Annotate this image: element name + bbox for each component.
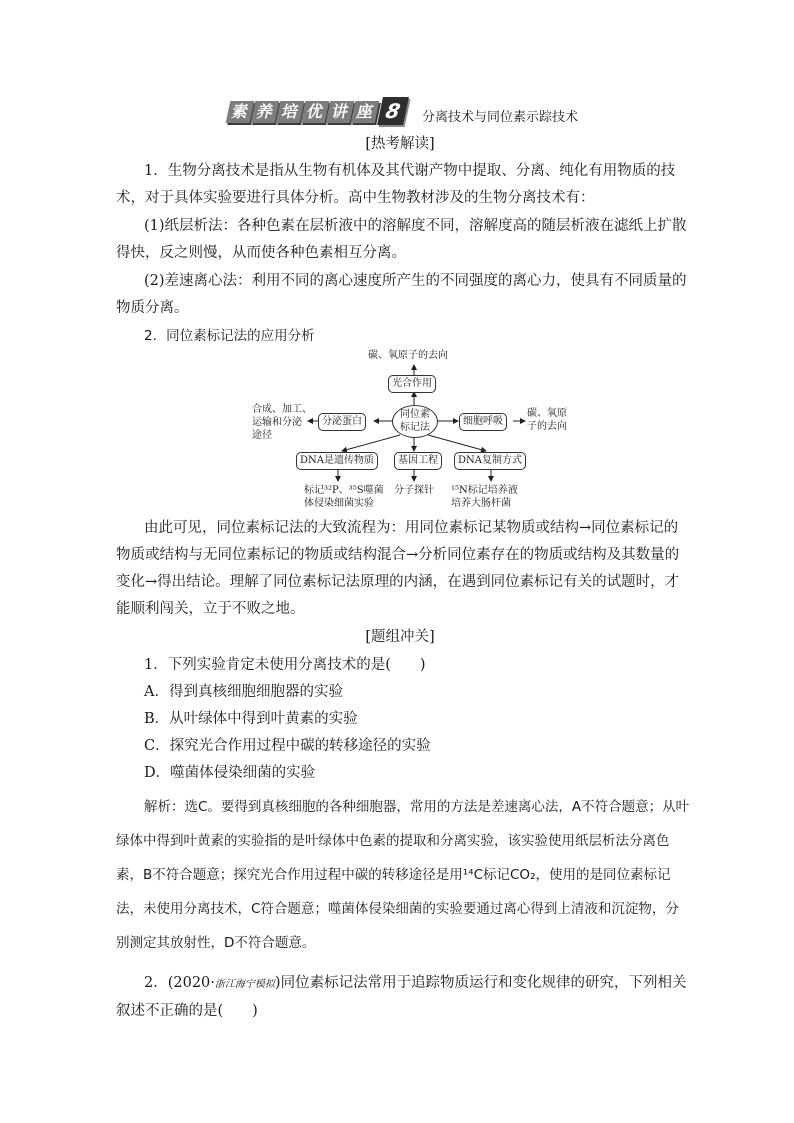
center-node <box>392 405 438 438</box>
option-c: C．探究光合作用过程中碳的转移途径的实验 <box>144 738 431 754</box>
top-label: 碳、氧原子的去向 <box>368 350 448 361</box>
banner-char: 座 <box>351 101 380 123</box>
paragraph: (1)纸层析法：各种色素在层析液中的溶解度不同，溶解度高的随层析液在滤纸上扩散得快，反之则慢，从而使各种色素相互分离。 <box>116 218 687 261</box>
section-heading: [题组冲关] <box>365 629 435 645</box>
section-heading: [热考解读] <box>365 136 435 152</box>
analysis: 解析：选C。要得到真核细胞的各种细胞器，常用的方法是差速离心法，A不符合题意；从叶绿体中得到叶黄素的实验指的是叶绿体中色素的提取和分离实验，该实验使用纸层析法分离色素，B不符合题意；探究光合作用过程中碳的转移途径是用¹⁴C标记CO₂，使用的是同位素标记法，未使用分离技术，C符合题意；噬菌体侵染细菌的实验要通过离心得到上清液和沉淀物，分别测定其放射性，D不符合题意。 <box>116 799 690 951</box>
isotope-diagram <box>250 345 580 525</box>
dna-replication-box: DNA复制方式 <box>454 452 526 470</box>
question-1: 1．下列实验肯定未使用分离技术的是( ) <box>144 657 426 673</box>
center-line-1: 同位素 <box>400 409 430 420</box>
bottom-left-label-1: 标记³²P、³⁵S噬菌 <box>304 485 384 496</box>
banner-char: 养 <box>251 101 280 123</box>
banner-char: 优 <box>301 101 330 123</box>
paragraph: 1．生物分离技术是指从生物有机体及其代谢产物中提取、分离、纯化有用物质的技术，对于具体实验要进行具体分析。高中生物教材涉及的生物分离技术有： <box>116 163 676 206</box>
secretory-protein-box: 分泌蛋白 <box>318 413 366 431</box>
bottom-right-label-2: 培养大肠杆菌 <box>451 498 511 509</box>
option-d: D．噬菌体侵染细菌的实验 <box>144 765 316 781</box>
bottom-mid-label: 分子探针 <box>394 485 434 496</box>
genetic-engineering-box: 基因工程 <box>394 452 442 470</box>
page-title: 分离技术与同位素示踪技术 <box>422 110 579 125</box>
center-line-2: 标记法 <box>400 422 430 433</box>
banner-char: 培 <box>276 101 305 123</box>
banner-char: 讲 <box>326 101 355 123</box>
paragraph: (2)差速离心法：利用不同的离心速度所产生的不同强度的离心力，使具有不同质量的物质分离。 <box>116 273 687 316</box>
bottom-left-label-2: 体侵染细菌实验 <box>304 498 374 509</box>
question-2 <box>116 970 690 1025</box>
right-label-1: 碳、氧原 <box>527 408 567 419</box>
photosynthesis-box: 光合作用 <box>388 375 436 393</box>
question-2-text: )同位素标记法常用于追踪物质运行和变化规律的研究，下列相关叙述不正确的是( ) <box>116 975 687 1019</box>
option-a: A．得到真核细胞细胞器的实验 <box>144 684 343 700</box>
banner-char: 素 <box>226 101 255 123</box>
paragraph: 2．同位素标记法的应用分析 <box>144 328 315 344</box>
dna-genetic-box: DNA是遗传物质 <box>296 452 378 470</box>
left-label-3: 途径 <box>252 430 272 441</box>
banner-number: 8 <box>377 97 409 125</box>
question-2-prefix: 2．(2020· <box>144 975 215 991</box>
bottom-right-label-1: ¹⁵N标记培养液 <box>451 485 518 496</box>
section-banner <box>228 99 406 125</box>
respiration-box: 细胞呼吸 <box>459 413 507 431</box>
left-label-1: 合成、加工、 <box>252 404 312 415</box>
option-b: B．从叶绿体中得到叶黄素的实验 <box>144 711 358 727</box>
left-label-2: 运输和分泌 <box>252 417 302 428</box>
paragraph: 由此可见，同位素标记法的大致流程为：用同位素标记某物质或结构→同位素标记的物质或结构与无同位素标记的物质或结构混合→分析同位素存在的物质或结构及其数量的变化→得出结论。理解了同位素标记法原理的内涵，在遇到同位素标记有关的试题时，才能顺利闯关，立于不败之地。 <box>116 520 680 617</box>
right-label-2: 子的去向 <box>527 421 567 432</box>
question-2-source: 浙江海宁模拟 <box>214 979 275 990</box>
